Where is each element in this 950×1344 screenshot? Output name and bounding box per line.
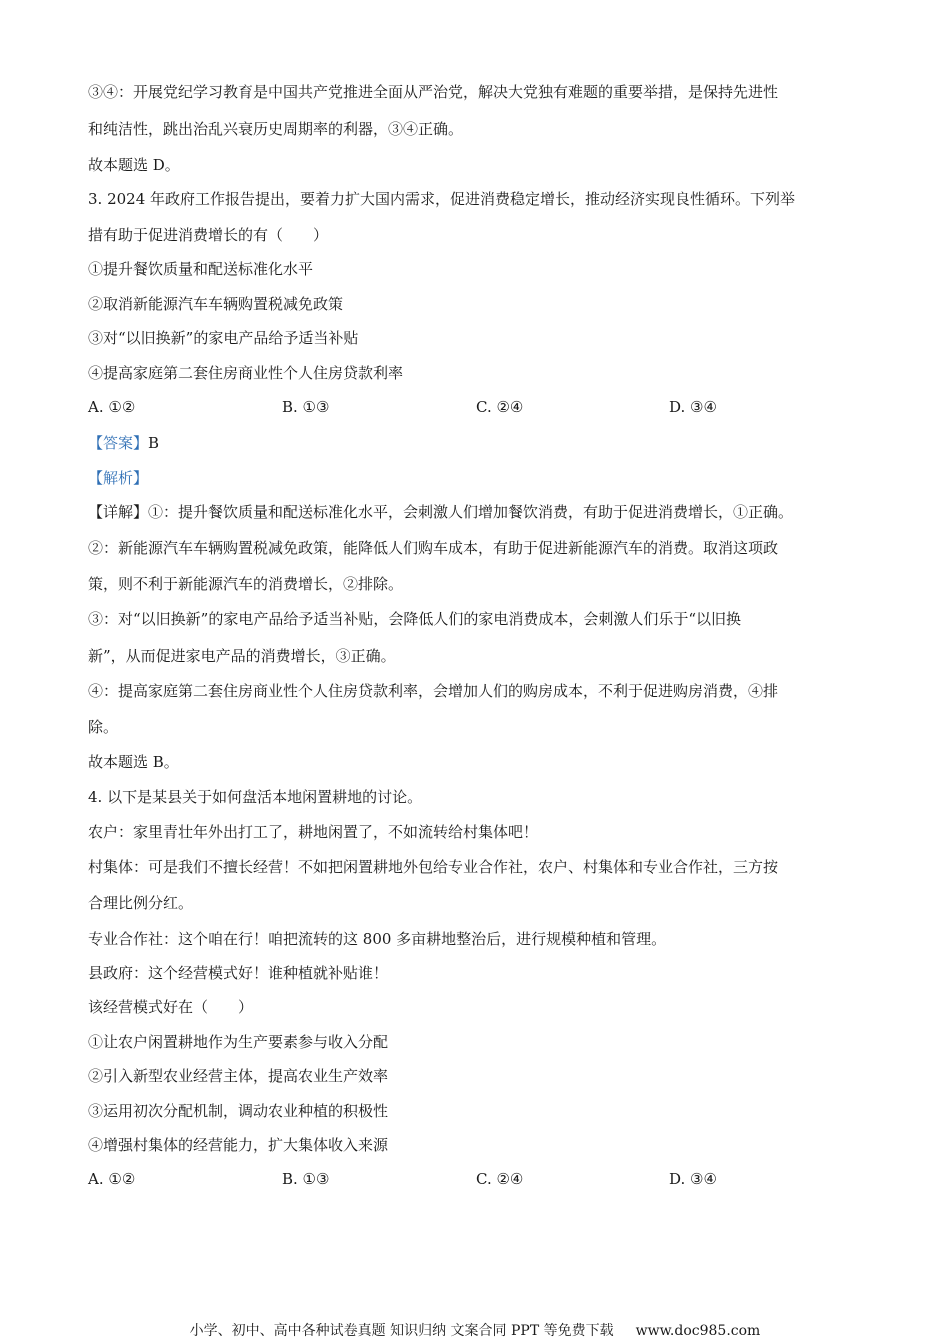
q3-item-1: ①提升餐饮质量和配送标准化水平 (88, 260, 314, 278)
q3-item-4: ④提高家庭第二套住房商业性个人住房贷款利率 (88, 364, 404, 382)
footer-text: 小学、初中、高中各种试卷真题 知识归纳 文案合同 PPT 等免费下载 (189, 1323, 614, 1339)
q3-analysis-heading (88, 468, 148, 488)
answer-tag: 【答案】 (88, 434, 149, 452)
q4-dialogue-3: 合理比例分红。 (88, 894, 194, 912)
q3-conclusion: 故本题选 B。 (88, 753, 179, 771)
q3-stem-line-2: 措有助于促进消费增长的有（ ） (88, 226, 329, 244)
q4-option-b: B. ①③ (282, 1170, 330, 1188)
q4-item-4: ④增强村集体的经营能力，扩大集体收入来源 (88, 1136, 389, 1154)
q4-item-3: ③运用初次分配机制，调动农业种植的积极性 (88, 1102, 389, 1120)
prev-analysis-line-2: 和纯洁性，跳出治乱兴衰历史周期率的利器，③④正确。 (88, 120, 464, 138)
q3-detail-line-2: ②：新能源汽车车辆购置税减免政策，能降低人们购车成本，有助于促进新能源汽车的消费。取消这项政 (88, 539, 779, 557)
prev-conclusion: 故本题选 D。 (88, 156, 180, 174)
q3-option-d: D. ③④ (669, 398, 717, 416)
q3-option-c: C. ②④ (476, 398, 524, 416)
q3-detail-line-4: ③：对“以旧换新”的家电产品给予适当补贴，会降低人们的家电消费成本，会刺激人们乐于“以旧换 (88, 610, 742, 628)
q4-dialogue-1: 农户：家里青壮年外出打工了，耕地闲置了，不如流转给村集体吧！ (88, 823, 539, 841)
q3-item-3: ③对“以旧换新”的家电产品给予适当补贴 (88, 329, 359, 347)
q4-question: 该经营模式好在（ ） (88, 998, 254, 1016)
prev-analysis-line-1: ③④：开展党纪学习教育是中国共产党推进全面从严治党，解决大党独有难题的重要举措，是保持先进性 (88, 83, 779, 101)
q4-option-d: D. ③④ (669, 1170, 717, 1188)
q3-option-b: B. ①③ (282, 398, 330, 416)
q3-answer (88, 433, 159, 453)
q4-item-1: ①让农户闲置耕地作为生产要素参与收入分配 (88, 1033, 389, 1051)
q3-option-a: A. ①② (88, 398, 136, 416)
q4-option-c: C. ②④ (476, 1170, 524, 1188)
q4-dialogue-5: 县政府：这个经营模式好！谁种植就补贴谁！ (88, 964, 389, 982)
q3-detail-line-3: 策，则不利于新能源汽车的消费增长，②排除。 (88, 575, 404, 593)
q4-item-2: ②引入新型农业经营主体，提高农业生产效率 (88, 1067, 389, 1085)
q4-stem: 4. 以下是某县关于如何盘活本地闲置耕地的讨论。 (88, 788, 423, 806)
q3-detail-line-1 (88, 502, 793, 522)
q4-dialogue-2: 村集体：可是我们不擅长经营！不如把闲置耕地外包给专业合作社，农户、村集体和专业合作社，三方按 (88, 858, 779, 876)
q3-detail-line-5: 新”，从而促进家电产品的消费增长，③正确。 (88, 647, 396, 665)
q4-dialogue-4: 专业合作社：这个咱在行！咱把流转的这 800 多亩耕地整治后，进行规模种植和管理。 (88, 930, 667, 948)
q3-stem-line-1: 3. 2024 年政府工作报告提出，要着力扩大国内需求，促进消费稳定增长，推动经济实现良性循环。下列举 (88, 190, 796, 208)
analysis-tag: 【解析】 (88, 469, 149, 487)
detail-tag: 【详解】 (88, 503, 149, 521)
answer-value: B (148, 434, 160, 452)
detail-text: ①：提升餐饮质量和配送标准化水平，会刺激人们增加餐饮消费，有助于促进消费增长，①正确。 (148, 503, 794, 521)
q3-detail-line-7: 除。 (88, 718, 119, 736)
q3-detail-line-6: ④：提高家庭第二套住房商业性个人住房贷款利率，会增加人们的购房成本，不利于促进购房消费，④排 (88, 682, 779, 700)
footer-site-link[interactable]: www.doc985.com (635, 1323, 761, 1339)
q3-item-2: ②取消新能源汽车车辆购置税减免政策 (88, 295, 344, 313)
page-footer (0, 1322, 950, 1340)
q4-option-a: A. ①② (88, 1170, 136, 1188)
